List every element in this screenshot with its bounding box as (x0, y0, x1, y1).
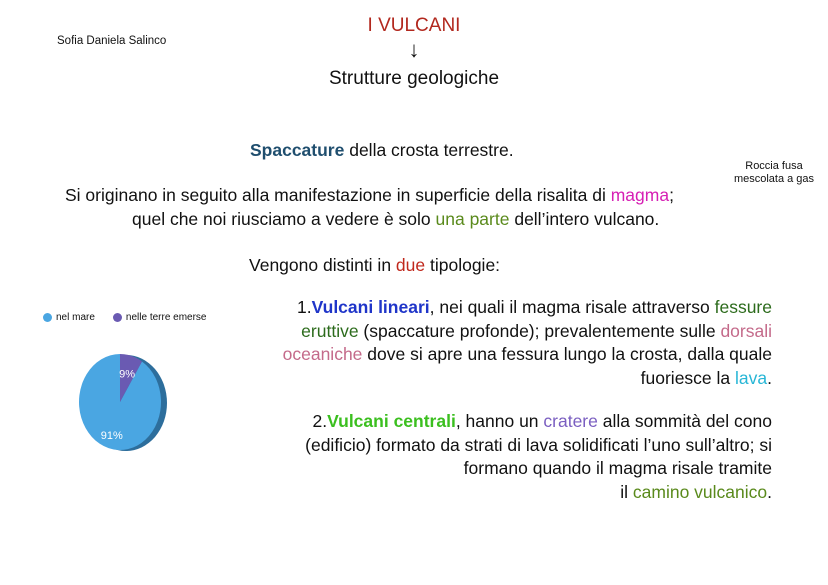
term-due: due (395, 255, 426, 275)
legend-label-1: nelle terre emerse (125, 312, 207, 323)
intro-line-4 (249, 255, 500, 276)
point-text: , hanno un (455, 411, 544, 431)
term-oceaniche: oceaniche (282, 344, 363, 364)
intro-text: Si originano in seguito alla manifestazione in superficie della risalita di (65, 185, 611, 205)
point-1-line (250, 367, 772, 391)
intro-text: ; (669, 185, 674, 205)
legend-swatch-1 (113, 313, 122, 322)
point-1-paragraph (250, 296, 772, 390)
point-text: dove si apre una fessura lungo la crosta, dalla quale (362, 344, 772, 364)
page-title: I VULCANI (367, 15, 461, 36)
point-1-line (250, 296, 772, 320)
pie-chart (60, 340, 200, 470)
point-2-line (250, 410, 772, 434)
legend-label-0: nel mare (56, 312, 95, 323)
note-line-2: mescolata a gas (733, 173, 815, 185)
point-text: alla sommità del cono (597, 411, 772, 431)
point-2-line: formano quando il magma risale tramite (463, 458, 772, 478)
note-line-1: Roccia fusa (745, 160, 803, 172)
legend-swatch-0 (43, 313, 52, 322)
point-text: . (767, 481, 772, 502)
author-name: Sofia Daniela Salinco (57, 35, 167, 47)
point-text: (spaccature profonde); prevalentemente sulle (358, 320, 721, 341)
point-2-paragraph (250, 410, 772, 504)
down-arrow-icon: ↓ (408, 37, 420, 62)
point-text: il (620, 481, 633, 502)
point-1-line (250, 343, 772, 367)
term-camino-vulcanico: camino vulcanico (632, 481, 768, 502)
term-lava: lava (735, 367, 768, 388)
magma-definition-note (720, 160, 828, 186)
intro-line-3 (132, 209, 659, 230)
chart-legend (43, 312, 207, 323)
point-1-line (250, 320, 772, 344)
page-subtitle: Strutture geologiche (328, 68, 500, 89)
term-spaccature: Spaccature (250, 140, 345, 160)
term-cratere: cratere (543, 411, 598, 431)
intro-text: della crosta terrestre. (344, 140, 514, 160)
intro-text: Vengono distinti in (249, 255, 396, 275)
point-number: 1. (297, 297, 312, 317)
point-text: , nei quali il magma risale attraverso (429, 297, 715, 317)
term-magma: magma (610, 185, 670, 205)
point-number: 2. (312, 411, 328, 431)
intro-text: dell’intero vulcano. (509, 209, 660, 229)
intro-text: tipologie: (425, 255, 501, 275)
point-text: fuoriesce la (640, 367, 736, 388)
intro-text: quel che noi riusciamo a vedere è solo (132, 209, 436, 229)
term-vulcani-centrali: Vulcani centrali (327, 411, 456, 431)
intro-line-1 (250, 140, 514, 161)
term-dorsali: dorsali (720, 320, 772, 341)
intro-line-2 (65, 185, 674, 206)
point-2-line (250, 481, 772, 505)
term-eruttive: eruttive (301, 320, 359, 341)
term-vulcani-lineari: Vulcani lineari (311, 297, 430, 317)
term-una-parte: una parte (435, 209, 510, 229)
pie-label-1: 9% (119, 368, 136, 381)
point-2-line: (edificio) formato da strati di lava solidificati l’uno sull’altro; si (305, 434, 772, 455)
pie-label-0: 91% (100, 430, 123, 443)
point-text: . (767, 367, 772, 388)
term-fessure: fessure (714, 297, 772, 317)
